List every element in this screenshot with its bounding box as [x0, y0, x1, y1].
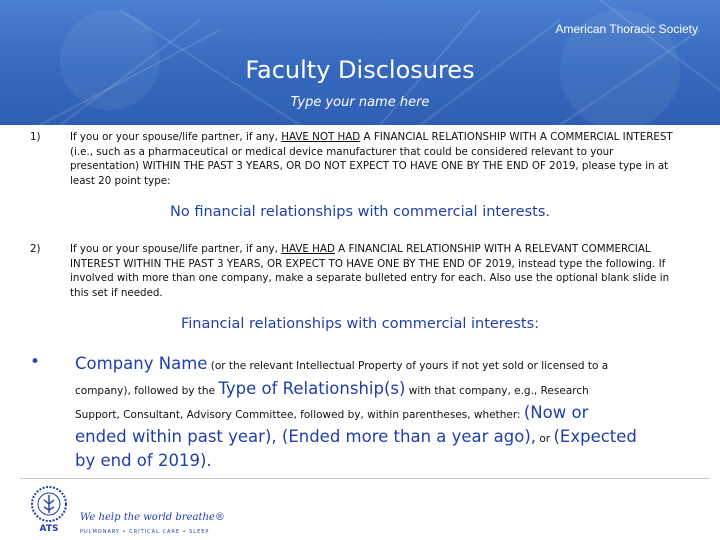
- bullet-marker: •: [30, 352, 41, 372]
- bullet-text: Company Name (or the relevant Intellectual Property of yours if not yet sold or licensed to a company), followed by the Type of Relationship(s) with that company, e.g., Research Support, Consultant, Advisory Committee, followed by, within parentheses, whether: (Now or ended within past year), (Ended more than a year ago), or (Expected by end of 2019).: [75, 354, 637, 470]
- item-number: 2): [30, 243, 41, 255]
- relationship-line: Financial relationships with commercial interests:: [180, 316, 540, 332]
- type-of-relationship: Type of Relationship(s): [218, 379, 406, 398]
- item-number: 1): [30, 131, 41, 143]
- footer-divider: [20, 478, 710, 479]
- header-banner: [0, 0, 720, 125]
- item-text: If you or your spouse/life partner, if any, HAVE HAD A FINANCIAL RELATIONSHIP WITH A RELEVANT COMMERCIAL INTEREST WITHIN THE PAST 3 YEARS, OR EXPECT TO HAVE ONE BY THE END OF 2019, instead type the following. If involved with more than one company, make a separate bulleted entry for each. Also use the optional blank slide in this set if needed.: [70, 243, 670, 299]
- underlined-phrase: HAVE NOT HAD: [281, 131, 361, 143]
- tagline: We help the world breathe®: [80, 512, 225, 523]
- subtagline: PULMONARY • CRITICAL CARE • SLEEP: [80, 529, 210, 535]
- name-placeholder[interactable]: Type your name here: [290, 95, 430, 110]
- logo-text: ATS: [39, 524, 59, 534]
- company-name: Company Name: [75, 354, 208, 373]
- underlined-phrase: HAVE HAD: [281, 243, 335, 255]
- no-relationship-line: No financial relationships with commercial interests.: [170, 204, 550, 220]
- ats-logo: [24, 484, 74, 534]
- bullet-entry: [30, 352, 670, 471]
- org-name: American Thoracic Society: [555, 22, 698, 36]
- page-title: Faculty Disclosures: [245, 56, 475, 84]
- disclosure-item-1: [30, 130, 680, 188]
- disclosure-item-2: [30, 242, 680, 300]
- item-text: If you or your spouse/life partner, if any, HAVE NOT HAD A FINANCIAL RELATIONSHIP WITH A COMMERCIAL INTEREST (i.e., such as a pharmaceutical or medical device manufacturer that could be considered relevant to your presentation) WITHIN THE PAST 3 YEARS, OR DO NOT EXPECT TO HAVE ONE BY THE END OF 2019, please type in at least 20 point type:: [70, 131, 673, 187]
